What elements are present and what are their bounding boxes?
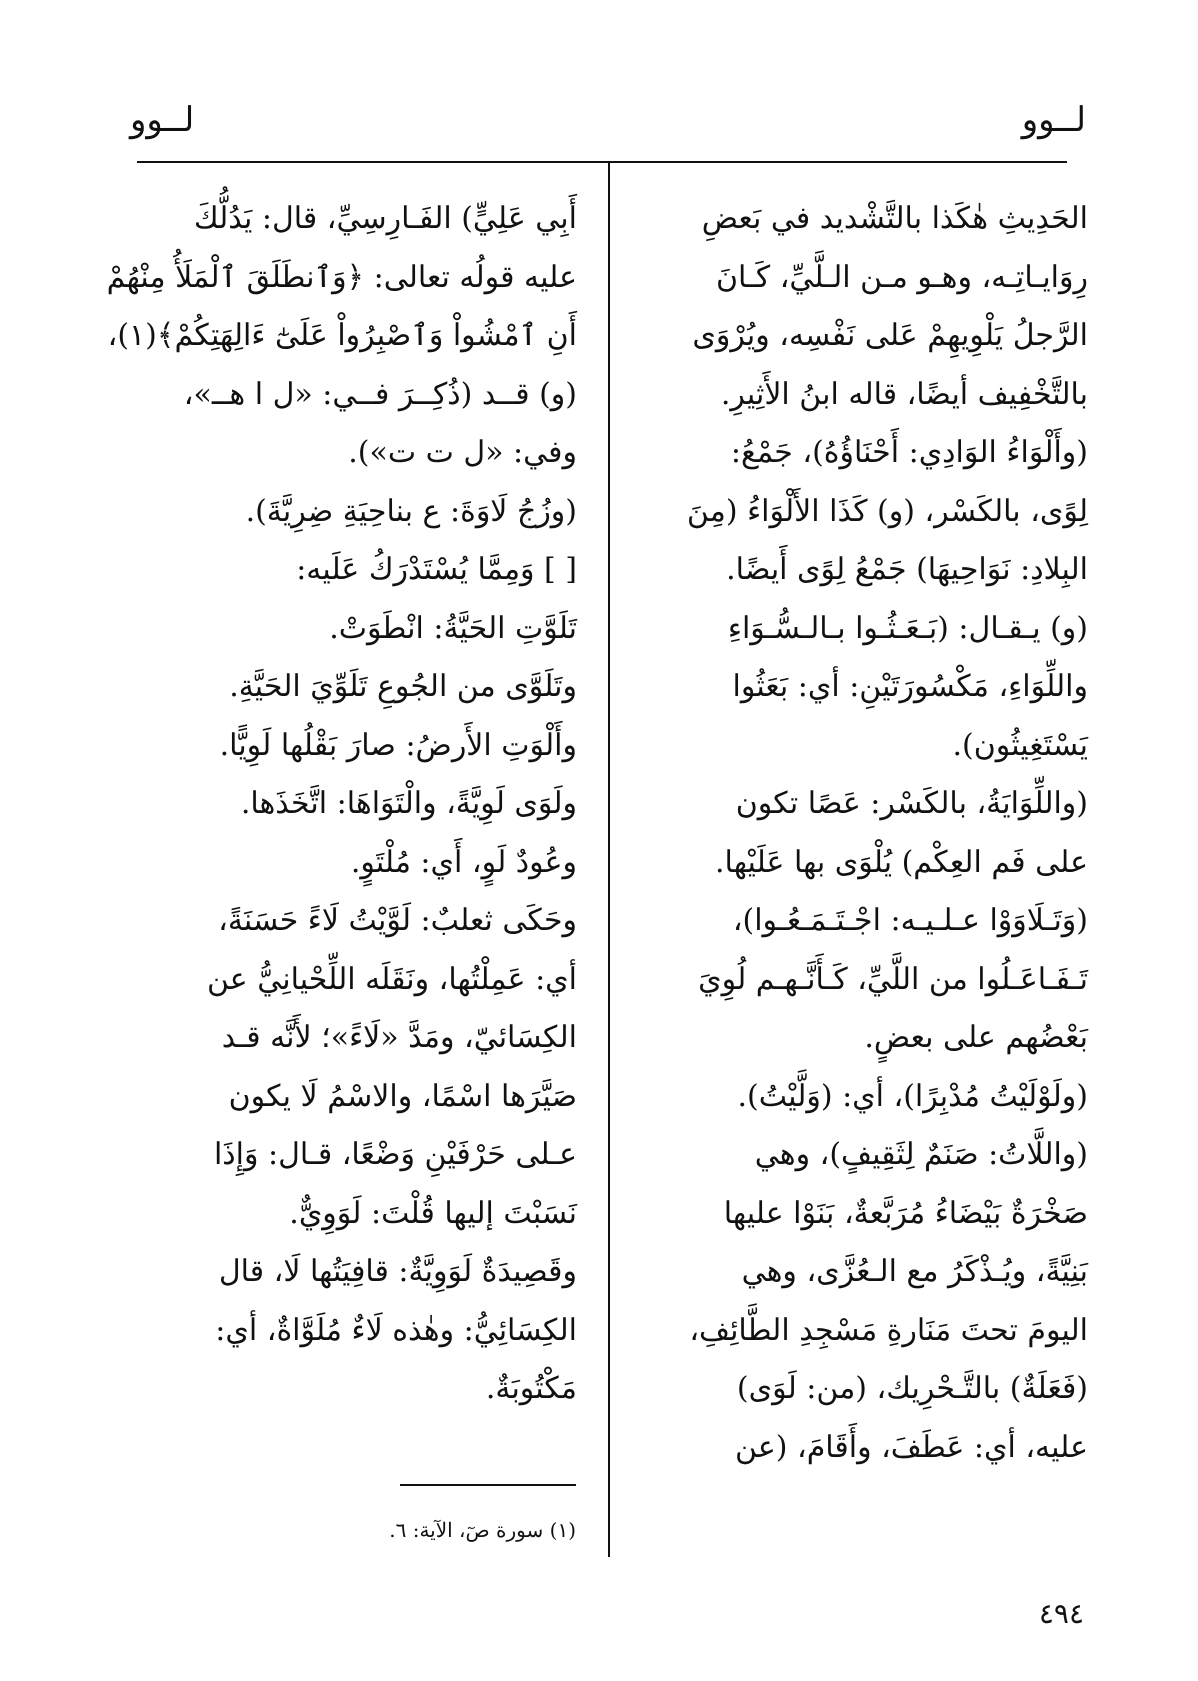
text-line: لِوًى، بالكَسْر، (و) كَذَا الأَلْوَاءُ (مِنَ	[686, 493, 1088, 529]
text-line: صَخْرَةٌ بَيْضَاءُ مُرَبَّعةٌ، بَنَوْا عليها	[723, 1195, 1088, 1231]
text-line: وتَلَوَّى من الجُوعِ تَلَوِّيَ الحَيَّةِ.	[229, 669, 577, 704]
text-line: الكِسَائِيُّ: وهٰذه لَاءٌ مُلَوَّاةٌ، أي:	[215, 1312, 577, 1348]
text-line: (وَتَـلَاوَوْا عـلـيـه: اجْـتَـمَـعُـوا)،	[732, 903, 1088, 938]
running-head-right: لــوو	[1021, 100, 1086, 140]
footnote-rule	[400, 1484, 576, 1486]
text-line: على فَم العِكْم) يُلْوَى بها عَلَيْها.	[715, 844, 1088, 880]
text-line: أَبِي عَلِيٍّ) الفَـارِسِيِّ، قال: يَدُلُّكَ	[193, 201, 577, 236]
text-line: بَنِيَّةً، ويُـذْكَرُ مع الـعُزَّى، وهي	[741, 1254, 1088, 1289]
text-line: أي: عَمِلْتُها، ونَقَلَه اللِّحْيانِيُّ عن	[206, 961, 577, 997]
column-divider	[608, 163, 610, 1557]
text-line: مَكْتُوبَةٌ.	[485, 1371, 577, 1406]
text-line: (وأَلْوَاءُ الوَادِي: أَحْنَاؤُهُ)، جَمْعُ:	[730, 435, 1088, 470]
text-line: بالتَّخْفِيف أيضًا، قاله ابنُ الأَثِيرِ.	[720, 376, 1088, 412]
text-line: نَسَبْتَ إليها قُلْتَ: لَوَوِيٌّ.	[289, 1195, 577, 1231]
text-line: الحَدِيثِ هٰكَذا بالتَّشْديد في بَعضِ	[701, 201, 1088, 236]
text-line: (واللِّوَايَةُ، بالكَسْر: عَصًا تكون	[735, 786, 1088, 821]
text-line: البِلادِ: نَوَاحِيهَا) جَمْعُ لِوًى أَيضًا.	[726, 552, 1088, 587]
text-line: (و) يـقـال: (بَـعَـثُـوا بـالـسُّـوَاءِ	[727, 610, 1088, 646]
text-line: وفي: «ل ت ت»).	[348, 435, 577, 470]
text-line: الرَّجلُ يَلْوِيهِمْ عَلى نَفْسِه، ويُرْوَى	[692, 318, 1088, 353]
text-line: (فَعَلَةٌ) بالتَّـحْرِيك، (من: لَوَى)	[736, 1371, 1088, 1406]
text-line: (و) قــد (ذُكِــرَ فــي: «ل ا هــ»،	[183, 376, 577, 412]
text-line: صَيَّرَها اسْمًا، والاسْمُ لَا يكون	[228, 1078, 577, 1114]
text-line: ولَوَى لَوِيَّةً، والْتَوَاهَا: اتَّخَذَها.	[240, 786, 577, 821]
text-line: وقَصِيدَةٌ لَوَوِيَّةٌ: قافِيَتُها لَا، قال	[218, 1254, 577, 1289]
text-line: (وزُجُ لَاوَةَ: ع بناحِيَةِ ضِرِيَّةَ).	[245, 493, 577, 529]
footnote: (١) سورة صٓ، الآية: ٦.	[389, 1518, 576, 1542]
text-line: أَنِ ٱمْشُواْ وَٱصْبِرُواْ عَلَىٰٓ ءَالِهَتِكُمْ﴾(١)،	[107, 318, 577, 353]
text-line: رِوَايـاتِـه، وهـو مـن الـلَّيِّ، كَـانَ	[715, 259, 1088, 295]
text-line: وعُودٌ لَوٍ، أَي: مُلْتَوٍ.	[350, 844, 577, 880]
text-line: عليه، أي: عَطَفَ، وأَقَامَ، (عن	[735, 1429, 1088, 1465]
text-line: واللِّوَاءِ، مَكْسُورَتَيْنِ: أي: بَعَثُوا	[732, 669, 1088, 704]
text-line: [ ] وَمِمَّا يُسْتَدْرَكُ عَلَيه:	[296, 552, 577, 587]
text-line: اليومَ تحتَ مَنَارةِ مَسْجِدِ الطَّائِفِ،	[689, 1312, 1088, 1348]
text-line: تَلَوَّتِ الحَيَّةُ: انْطَوَتْ.	[329, 610, 577, 646]
right-column	[643, 190, 1088, 1477]
text-line: (واللَّاتُ: صَنَمٌ لِثَقِيفٍ)، وهي	[754, 1137, 1088, 1172]
text-line: تَـفَـاعَـلُوا من اللَّيِّ، كَـأَنَّـهـم لُوِيَ	[698, 961, 1088, 997]
text-line: وحَكَى ثعلبٌ: لَوَّيْتُ لَاءً حَسَنَةً،	[218, 903, 577, 938]
running-head-left: لــوو	[130, 100, 195, 140]
text-line: الكِسَائيّ، ومَدَّ «لَاءً»؛ لأَنَّه قـد	[221, 1020, 577, 1055]
text-line: عـلى حَرْفَيْنِ وَضْعًا، قـال: وَإِذَا	[213, 1137, 577, 1172]
text-line: وأَلْوَتِ الأَرضُ: صارَ بَقْلُها لَوِيًّا.	[219, 727, 577, 763]
left-column	[106, 190, 577, 1419]
text-line: (ولَوْلَيْتُ مُدْبِرًا)، أي: (وَلَّيْتُ).	[737, 1078, 1088, 1114]
text-line: بَعْضُهم على بعضٍ.	[864, 1020, 1088, 1055]
text-line: عليه قولُه تعالى: ﴿وَٱنطَلَقَ ٱلْمَلَأُ مِنْهُمْ	[106, 259, 577, 295]
header-rule	[137, 161, 1067, 163]
page-number: ٤٩٤	[1038, 1597, 1084, 1630]
text-line: يَسْتَغِيثُون).	[952, 727, 1088, 763]
